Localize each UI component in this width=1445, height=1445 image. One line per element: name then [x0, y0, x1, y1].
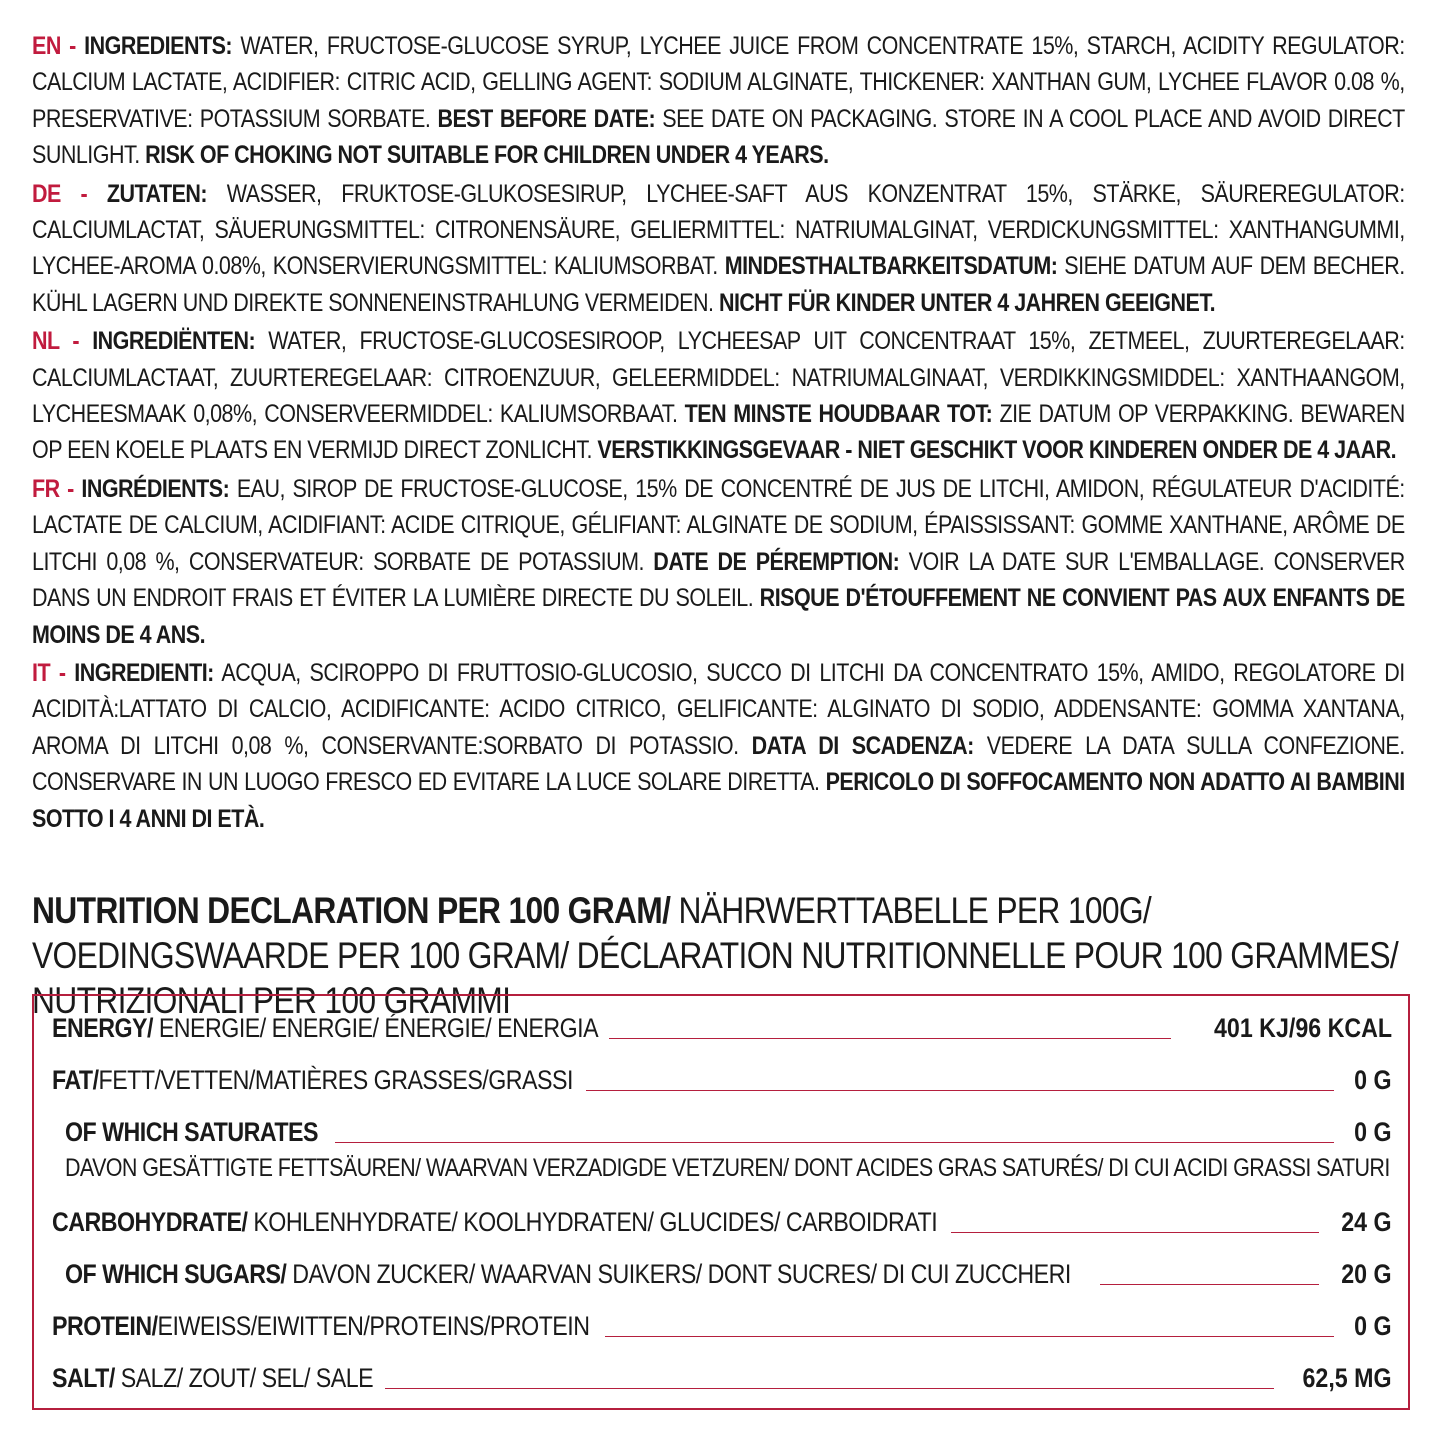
- date-text-nl: ZIE DATUM OP VERPAKKING. BEWAREN OP EEN KOELE PLAATS EN VERMIJD DIRECT ZONLICHT.: [32, 400, 1405, 465]
- ingredients-de: [32, 176, 1405, 322]
- date-text-en: SEE DATE ON PACKAGING. STORE IN A COOL PLACE AND AVOID DIRECT SUNLIGHT.: [32, 104, 1405, 170]
- lang-code-nl: NL -: [32, 327, 80, 356]
- protein-label-rest: EIWEISS/EIWITTEN/PROTEINS/PROTEIN: [157, 1311, 590, 1341]
- date-heading-de: MINDESTHALTBARKEITSDATUM:: [724, 252, 1058, 281]
- ingredients-text-nl: WATER, FRUCTOSE-GLUCOSESIROOP, LYCHEESAP UIT CONCENTRAAT 15%, ZETMEEL, ZUURTEREGELAAR: CALCIUMLACTAAT, ZUURTEREGELAAR: CITROENZUUR, GELEERMIDDEL: NATRIUMALGINAAT, VERDIKKINGSMIDDEL: XANTHAANGOM, LYCHEESMAAK 0,08%, CONSERVEERMIDDEL: KALIUMSORBAAT.: [32, 327, 1405, 429]
- ingredients-text-it: ACQUA, SCIROPPO DI FRUTTOSIO-GLUCOSIO, SUCCO DI LITCHI DA CONCENTRATO 15%, AMIDO, REGOLATORE DI ACIDITÀ:LATTATO DI CALCIO, ACIDIFICANTE: ACIDO CITRICO, GELIFICANTE: ALGINATO DI SODIO, ADDENSANTE: GOMMA XANTANA, AROMA DI LITCHI 0,08 %, CONSERVANTE:SORBATO DI POTASSIO.: [32, 658, 1405, 760]
- salt-value: 62,5 MG: [1302, 1363, 1392, 1393]
- nutrition-title-bold: NUTRITION DECLARATION PER 100 GRAM/: [32, 890, 671, 931]
- ingredients-en: [32, 28, 1405, 174]
- ingredients-heading-en: INGREDIENTS:: [84, 32, 233, 60]
- row-protein-label: [52, 1308, 589, 1344]
- leader-line: [951, 1232, 1319, 1233]
- nutrition-table: [32, 994, 1410, 1410]
- ingredients-text-en: WATER, FRUCTOSE-GLUCOSE SYRUP, LYCHEE JUICE FROM CONCENTRATE 15%, STARCH, ACIDITY REGULATOR: CALCIUM LACTATE, ACIDIFIER: CITRIC ACID, GELLING AGENT: SODIUM ALGINATE, THICKENER: XANTHAN GUM, LYCHEE FLAVOR 0.08 %, PRESERVATIVE: POTASSIUM SORBATE.: [32, 32, 1405, 133]
- energy-value: 401 KJ/96 KCAL: [1213, 1013, 1392, 1043]
- ingredients-heading-nl: INGREDIËNTEN:: [92, 327, 256, 356]
- date-text-fr: VOIR LA DATE SUR L'EMBALLAGE. CONSERVER DANS UN ENDROIT FRAIS ET ÉVITER LA LUMIÈRE DIRECTE DU SOLEIL.: [32, 547, 1405, 613]
- row-saturates-label: [65, 1114, 318, 1150]
- nutrition-title-rest: NÄHRWERTTABELLE PER 100G/ VOEDINGSWAARDE PER 100 GRAM/ DÉCLARATION NUTRITIONNELLE POUR 100 GRAMMES/ NUTRIZIONALI PER 100 GRAMMI: [32, 890, 1399, 1021]
- sugars-value: 20 G: [1341, 1259, 1392, 1289]
- ingredients-section: [32, 28, 1414, 839]
- carbohydrate-value: 24 G: [1341, 1207, 1392, 1237]
- leader-line: [605, 1336, 1335, 1337]
- fat-value: 0 G: [1354, 1065, 1392, 1095]
- carbohydrate-label-rest: KOHLENHYDRATE/ KOOLHYDRATEN/ GLUCIDES/ CARBOIDRATI: [247, 1207, 938, 1237]
- protein-value: 0 G: [1354, 1311, 1392, 1341]
- row-salt: [52, 1356, 1392, 1396]
- ingredients-nl: [32, 323, 1405, 469]
- saturates-label-bold: OF WHICH SATURATES: [65, 1117, 319, 1147]
- lang-code-fr: FR -: [32, 474, 74, 503]
- ingredients-it: [32, 655, 1405, 837]
- row-sugars-label: [65, 1256, 1071, 1292]
- leader-line: [1100, 1284, 1320, 1285]
- row-saturates: [65, 1110, 1392, 1150]
- lang-code-en: EN -: [32, 32, 76, 60]
- ingredients-heading-de: ZUTATEN:: [106, 179, 208, 208]
- lang-code-de: DE -: [32, 179, 88, 208]
- lang-code-it: IT -: [32, 658, 66, 687]
- leader-line: [385, 1388, 1274, 1389]
- row-carbohydrate: [52, 1200, 1392, 1240]
- sugars-label-rest: DAVON ZUCKER/ WAARVAN SUIKERS/ DONT SUCRES/ DI CUI ZUCCHERI: [286, 1259, 1071, 1289]
- salt-label-rest: SALZ/ ZOUT/ SEL/ SALE: [114, 1363, 374, 1393]
- energy-label-bold: ENERGY/: [52, 1013, 153, 1043]
- warning-it: PERICOLO DI SOFFOCAMENTO NON ADATTO AI BAMBINI SOTTO I 4 ANNI DI ETÀ.: [32, 768, 1405, 833]
- ingredients-heading-it: INGREDIENTI:: [74, 658, 214, 687]
- warning-fr: RISQUE D'ÉTOUFFEMENT NE CONVIENT PAS AUX ENFANTS DE MOINS DE 4 ANS.: [32, 584, 1405, 649]
- row-energy: [52, 1006, 1392, 1046]
- salt-label-bold: SALT/: [52, 1363, 115, 1393]
- row-protein: [52, 1304, 1392, 1344]
- date-heading-en: BEST BEFORE DATE:: [437, 104, 656, 133]
- ingredients-text-fr: EAU, SIROP DE FRUCTOSE-GLUCOSE, 15% DE CONCENTRÉ DE JUS DE LITCHI, AMIDON, RÉGULATEUR D'ACIDITÉ: LACTATE DE CALCIUM, ACIDIFIANT: ACIDE CITRIQUE, GÉLIFIANT: ALGINATE DE SODIUM, ÉPAISSISSANT: GOMME XANTHANE, ARÔME DE LITCHI 0,08 %, CONSERVATEUR: SORBATE DE POTASSIUM.: [32, 474, 1405, 576]
- saturates-translations: DAVON GESÄTTIGTE FETTSÄUREN/ WAARVAN VERZADIGDE VETZUREN/ DONT ACIDES GRAS SATURÉS/ DI CUI ACIDI GRASSI SATURI: [65, 1154, 1390, 1182]
- warning-en: RISK OF CHOKING NOT SUITABLE FOR CHILDREN UNDER 4 YEARS.: [145, 141, 829, 170]
- carbohydrate-label-bold: CARBOHYDRATE/: [52, 1207, 248, 1237]
- fat-label-bold: FAT/: [52, 1065, 99, 1095]
- row-energy-label: [52, 1010, 598, 1046]
- row-carbohydrate-label: [52, 1204, 937, 1240]
- ingredients-text-de: WASSER, FRUKTOSE-GLUKOSESIRUP, LYCHEE-SAFT AUS KONZENTRAT 15%, STÄRKE, SÄUREREGULATOR: CALCIUMLACTAT, SÄUERUNGSMITTEL: CITRONENSÄURE, GELIERMITTEL: NATRIUMALGINAT, VERDICKUNGSMITTEL: XANTHANGUMMI, LYCHEE-AROMA 0.08%, KONSERVIERUNGSMITTEL: KALIUMSORBAT.: [32, 179, 1405, 281]
- leader-line: [335, 1142, 1334, 1143]
- row-fat: [52, 1058, 1392, 1098]
- date-heading-it: DATA DI SCADENZA:: [751, 731, 974, 760]
- warning-de: NICHT FÜR KINDER UNTER 4 JAHREN GEEIGNET.: [718, 288, 1216, 317]
- ingredients-heading-fr: INGRÉDIENTS:: [81, 474, 230, 503]
- warning-nl: VERSTIKKINGSGEVAAR - NIET GESCHIKT VOOR KINDEREN ONDER DE 4 JAAR.: [597, 436, 1397, 465]
- row-salt-label: [52, 1360, 373, 1396]
- saturates-value: 0 G: [1354, 1117, 1392, 1147]
- date-text-it: VEDERE LA DATA SULLA CONFEZIONE. CONSERVARE IN UN LUOGO FRESCO ED EVITARE LA LUCE SOLARE DIRETTA.: [32, 731, 1405, 797]
- sugars-label-bold: OF WHICH SUGARS/: [65, 1259, 287, 1289]
- date-text-de: SIEHE DATUM AUF DEM BECHER. KÜHL LAGERN UND DIREKTE SONNENEINSTRAHLUNG VERMEIDEN.: [32, 252, 1405, 317]
- row-fat-label: [52, 1062, 573, 1098]
- row-sugars: [65, 1252, 1392, 1292]
- protein-label-bold: PROTEIN/: [52, 1311, 158, 1341]
- date-heading-fr: DATE DE PÉREMPTION:: [653, 547, 900, 576]
- energy-label-rest: ENERGIE/ ENERGIE/ ÉNERGIE/ ENERGIA: [152, 1013, 599, 1043]
- date-heading-nl: TEN MINSTE HOUDBAAR TOT:: [684, 400, 993, 429]
- leader-line: [609, 1038, 1171, 1039]
- fat-label-rest: FETT/VETTEN/MATIÈRES GRASSES/GRASSI: [98, 1065, 573, 1095]
- ingredients-fr: [32, 471, 1405, 653]
- leader-line: [586, 1090, 1335, 1091]
